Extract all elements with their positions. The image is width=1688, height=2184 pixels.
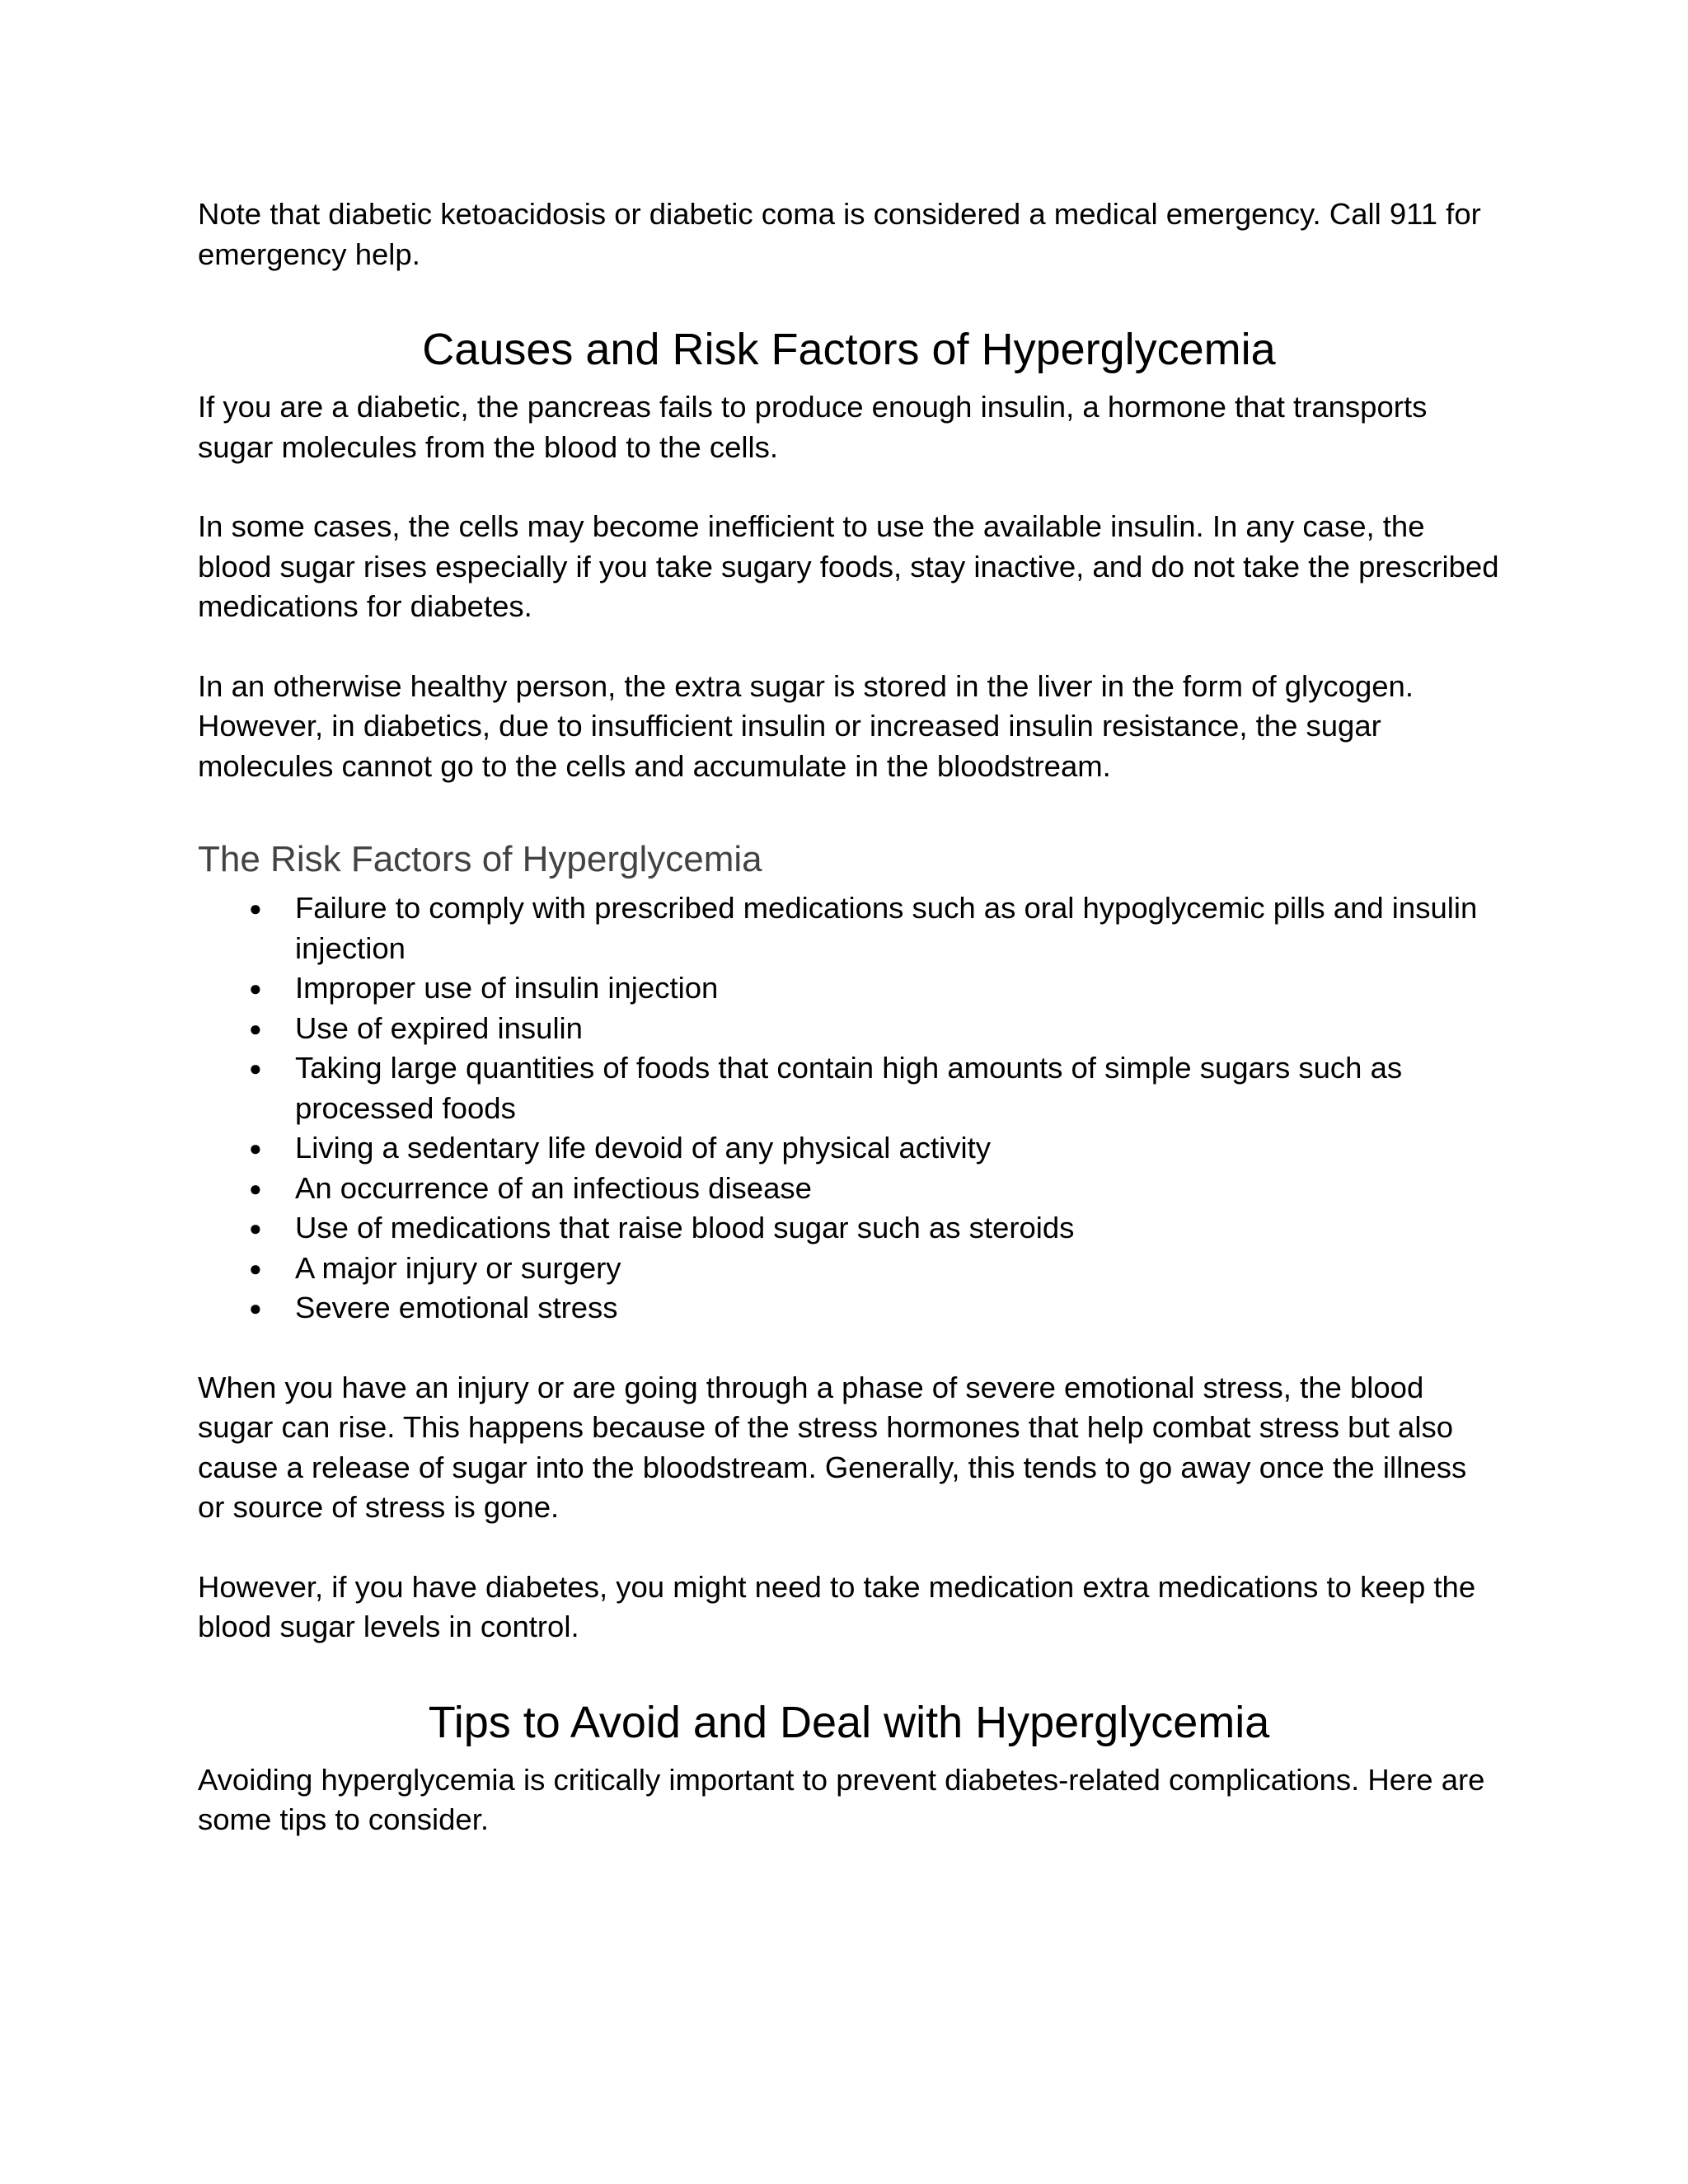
list-item — [198, 1208, 1500, 1249]
list-item-text: A major injury or surgery — [295, 1250, 621, 1285]
list-item-text: An occurrence of an infectious disease — [295, 1170, 812, 1205]
bullet-icon: ● — [249, 1136, 262, 1160]
list-item-text: Living a sedentary life devoid of any physical activity — [295, 1131, 992, 1165]
causes-paragraph-2: In some cases, the cells may become inefficient to use the available insulin. In any case, the blood sugar rises especially if you take sugary foods, stay inactive, and do not take the prescribed medications for diabetes. — [198, 509, 1499, 623]
list-item-text: Improper use of insulin injection — [295, 971, 719, 1005]
bullet-icon: ● — [249, 1175, 262, 1201]
bullet-icon: ● — [249, 1296, 262, 1320]
bullet-icon: ● — [249, 976, 262, 1001]
tips-heading: Tips to Avoid and Deal with Hyperglycemia — [428, 1697, 1270, 1747]
bullet-icon: ● — [249, 1015, 262, 1041]
diabetes-medication-paragraph: However, if you have diabetes, you might need to take medication extra medications to keep the blood sugar levels in control. — [198, 1569, 1476, 1643]
risk-factors-heading: The Risk Factors of Hyperglycemia — [198, 839, 762, 879]
bullet-icon: ● — [249, 896, 262, 921]
causes-heading: Causes and Risk Factors of Hyperglycemia — [422, 325, 1276, 374]
list-item — [198, 968, 1500, 1009]
tips-paragraph-1: Avoiding hyperglycemia is critically important to prevent diabetes-related complications. Here are some tips to consider. — [198, 1762, 1485, 1836]
list-item-text: Failure to comply with prescribed medications such as oral hypoglycemic pills and insulin injection — [295, 891, 1478, 965]
list-item — [198, 888, 1500, 968]
causes-paragraph-1: If you are a diabetic, the pancreas fails to produce enough insulin, a hormone that transports sugar molecules from the blood to the cells. — [198, 390, 1428, 464]
document-page — [198, 194, 1500, 1840]
risk-factors-list — [198, 888, 1500, 1329]
list-item-text: Use of expired insulin — [295, 1010, 583, 1045]
list-item — [198, 1288, 1500, 1329]
bullet-icon: ● — [249, 1255, 262, 1281]
list-item-text: Taking large quantities of foods that contain high amounts of simple sugars such as processed foods — [295, 1051, 1403, 1125]
stress-paragraph: When you have an injury or are going through a phase of severe emotional stress, the blood sugar can rise. This happens because of the stress hormones that help combat stress but also cause a release of sugar into the bloodstream. Generally, this tends to go away once the illness or source of stress is gone. — [198, 1370, 1467, 1524]
list-item — [198, 1048, 1500, 1128]
intro-note: Note that diabetic ketoacidosis or diabetic coma is considered a medical emergency. Call 911 for emergency help. — [198, 197, 1481, 271]
bullet-icon: ● — [249, 1216, 262, 1240]
list-item-text: Severe emotional stress — [295, 1291, 618, 1324]
list-item — [198, 1249, 1500, 1289]
list-item — [198, 1128, 1500, 1169]
list-item — [198, 1169, 1500, 1209]
list-item — [198, 1009, 1500, 1049]
list-item-text: Use of medications that raise blood sugar such as steroids — [295, 1211, 1075, 1244]
bullet-icon: ● — [249, 1056, 262, 1080]
causes-paragraph-3: In an otherwise healthy person, the extra sugar is stored in the liver in the form of glycogen. However, in diabetics, due to insufficient insulin or increased insulin resistance, the sugar molecules cannot go to the cells and accumulate in the bloodstream. — [198, 668, 1414, 783]
